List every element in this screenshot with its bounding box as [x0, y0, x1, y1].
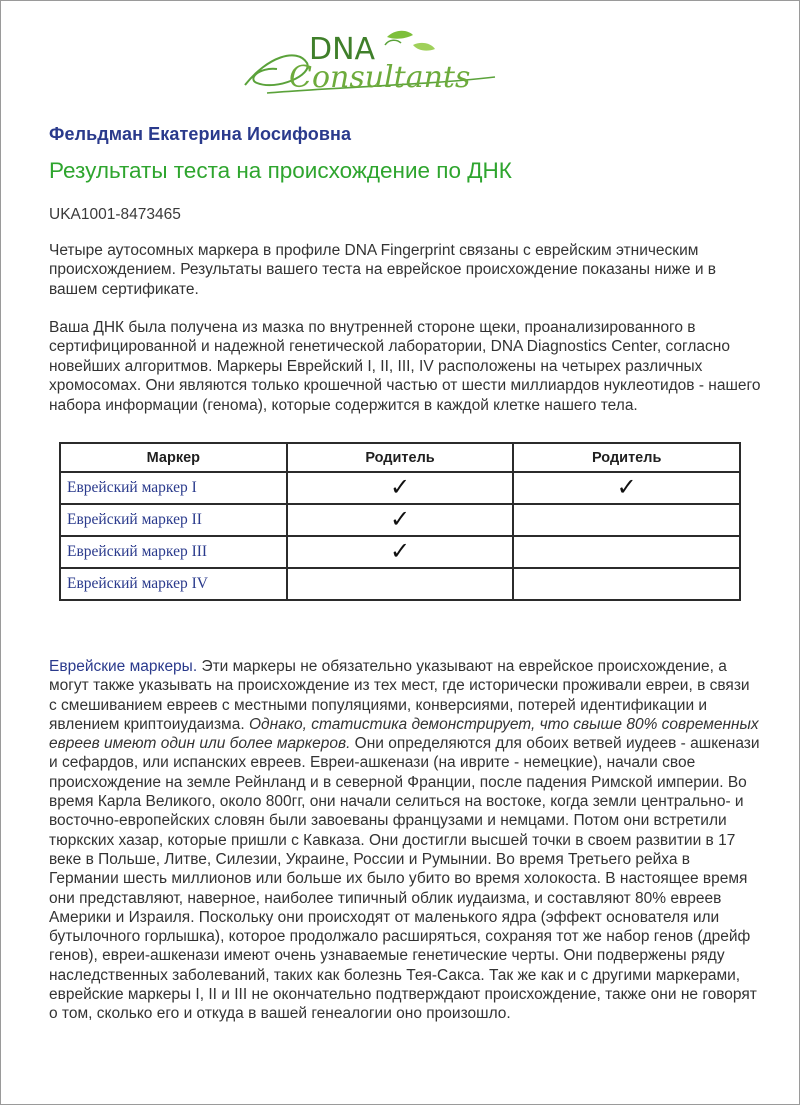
header-marker: Маркер — [60, 443, 287, 472]
table-header-row — [60, 443, 740, 472]
leaf-icon — [387, 31, 413, 39]
explanation-text-1: Эти маркеры не обязательно указывают на еврейское происхождение, а могут также указывать на происхождение из тех мест, где исторически проживали евреи, в связи с смешиванием евреев с местными популяциями, конверсиями, потерей идентификации и явлением криптоиудаизма. — [49, 658, 750, 733]
logo-consultants-text: Consultants — [289, 60, 471, 95]
checkmark-icon: ✓ — [287, 536, 514, 568]
kit-code: UKA1001-8473465 — [49, 206, 181, 223]
explanation-paragraph — [49, 657, 761, 1024]
table-row — [60, 568, 740, 600]
explanation-text-2: Они определяются для обоих ветвей иудеев - ашкенази и сефардов, или испанских евреев. Евреи-ашкенази (на иврите - немецкие), начали свое происхождение на земле Рейнланд и в северной Франции, после падения Римской империи. Во время Карла Великого, около 800гг, они начали селиться на востоке, когда земли центрально- и восточно-европейских словян были завоеваны французами и немцами. Потом они встретили тюркских хазар, которые пришли с Кавказа. Они достигли высшей точки в своем развитии в 17 веке в Польше, Литве, Силезии, Украине, России и Румынии. Во время Третьего рейха в Германии шесть миллионов или больше их было убито во время холокоста. В настоящее время они представляют, наверное, наиболее типичный облик иудаизма, и составляют 80% евреев Америки и Израиля. Поскольку они происходят от маленького ядра (эффект основателя или бутылочного горлышка), которое продолжало расширяться, сохраняя тот же набор генов (дрейф генов), евреи-ашкенази имеют очень узнаваемые генетические черты. Они подвержены ряду наследственных заболеваний, таких как болезнь Тея-Сакса. Так же как и с другими маркерами, еврейские маркеры I, II и III не окончательно подтверждают происхождение, также они не говорят о том, сколько его и откуда в вашей генеалогии оно произошло. — [49, 735, 760, 1023]
table-row — [60, 504, 740, 536]
logo-graphic — [237, 27, 507, 99]
marker-label: Еврейский маркер IV — [60, 568, 287, 600]
logo-dna-text: DNA — [309, 32, 376, 67]
empty-cell — [513, 536, 740, 568]
dna-consultants-logo — [237, 27, 507, 99]
checkmark-icon: ✓ — [287, 472, 514, 504]
marker-label: Еврейский маркер II — [60, 504, 287, 536]
checkmark-icon: ✓ — [513, 472, 740, 504]
empty-cell — [513, 504, 740, 536]
empty-cell — [287, 568, 514, 600]
empty-cell — [513, 568, 740, 600]
intro-paragraph-2: Ваша ДНК была получена из мазка по внутренней стороне щеки, проанализированного в сертифицированной и надежной генетической лаборатории, DNA Diagnostics Center, согласно новейших алгоритмов. Маркеры Еврейский I, II, III, IV расположены на четырех различных хромосомах. Они являются только крошечной частью от шести миллиардов нуклеотидов - нашего набора информации (генома), которые содержится в каждой клетке нашего тела. — [49, 319, 761, 414]
header-parent-1: Родитель — [287, 443, 514, 472]
marker-label: Еврейский маркер I — [60, 472, 287, 504]
intro-paragraph-1: Четыре аутосомных маркера в профиле DNA Fingerprint связаны с еврейским этническим происхождением. Результаты вашего теста на еврейское происхождение показаны ниже и в вашем сертификате. — [49, 242, 717, 298]
table-row — [60, 472, 740, 504]
leaf-icon — [413, 43, 435, 51]
person-name: Фельдман Екатерина Иосифовна — [49, 124, 352, 144]
header-parent-2: Родитель — [513, 443, 740, 472]
explanation-lead: Еврейские маркеры. — [49, 658, 198, 675]
explanation-emphasis: Однако, статистика демонстрирует, что свыше 80% современных евреев имеют один или более маркеров. — [49, 715, 759, 753]
table-row — [60, 536, 740, 568]
page-title: Результаты теста на происхождение по ДНК — [49, 158, 512, 183]
marker-label: Еврейский маркер III — [60, 536, 287, 568]
checkmark-icon: ✓ — [287, 504, 514, 536]
markers-table — [59, 442, 741, 601]
